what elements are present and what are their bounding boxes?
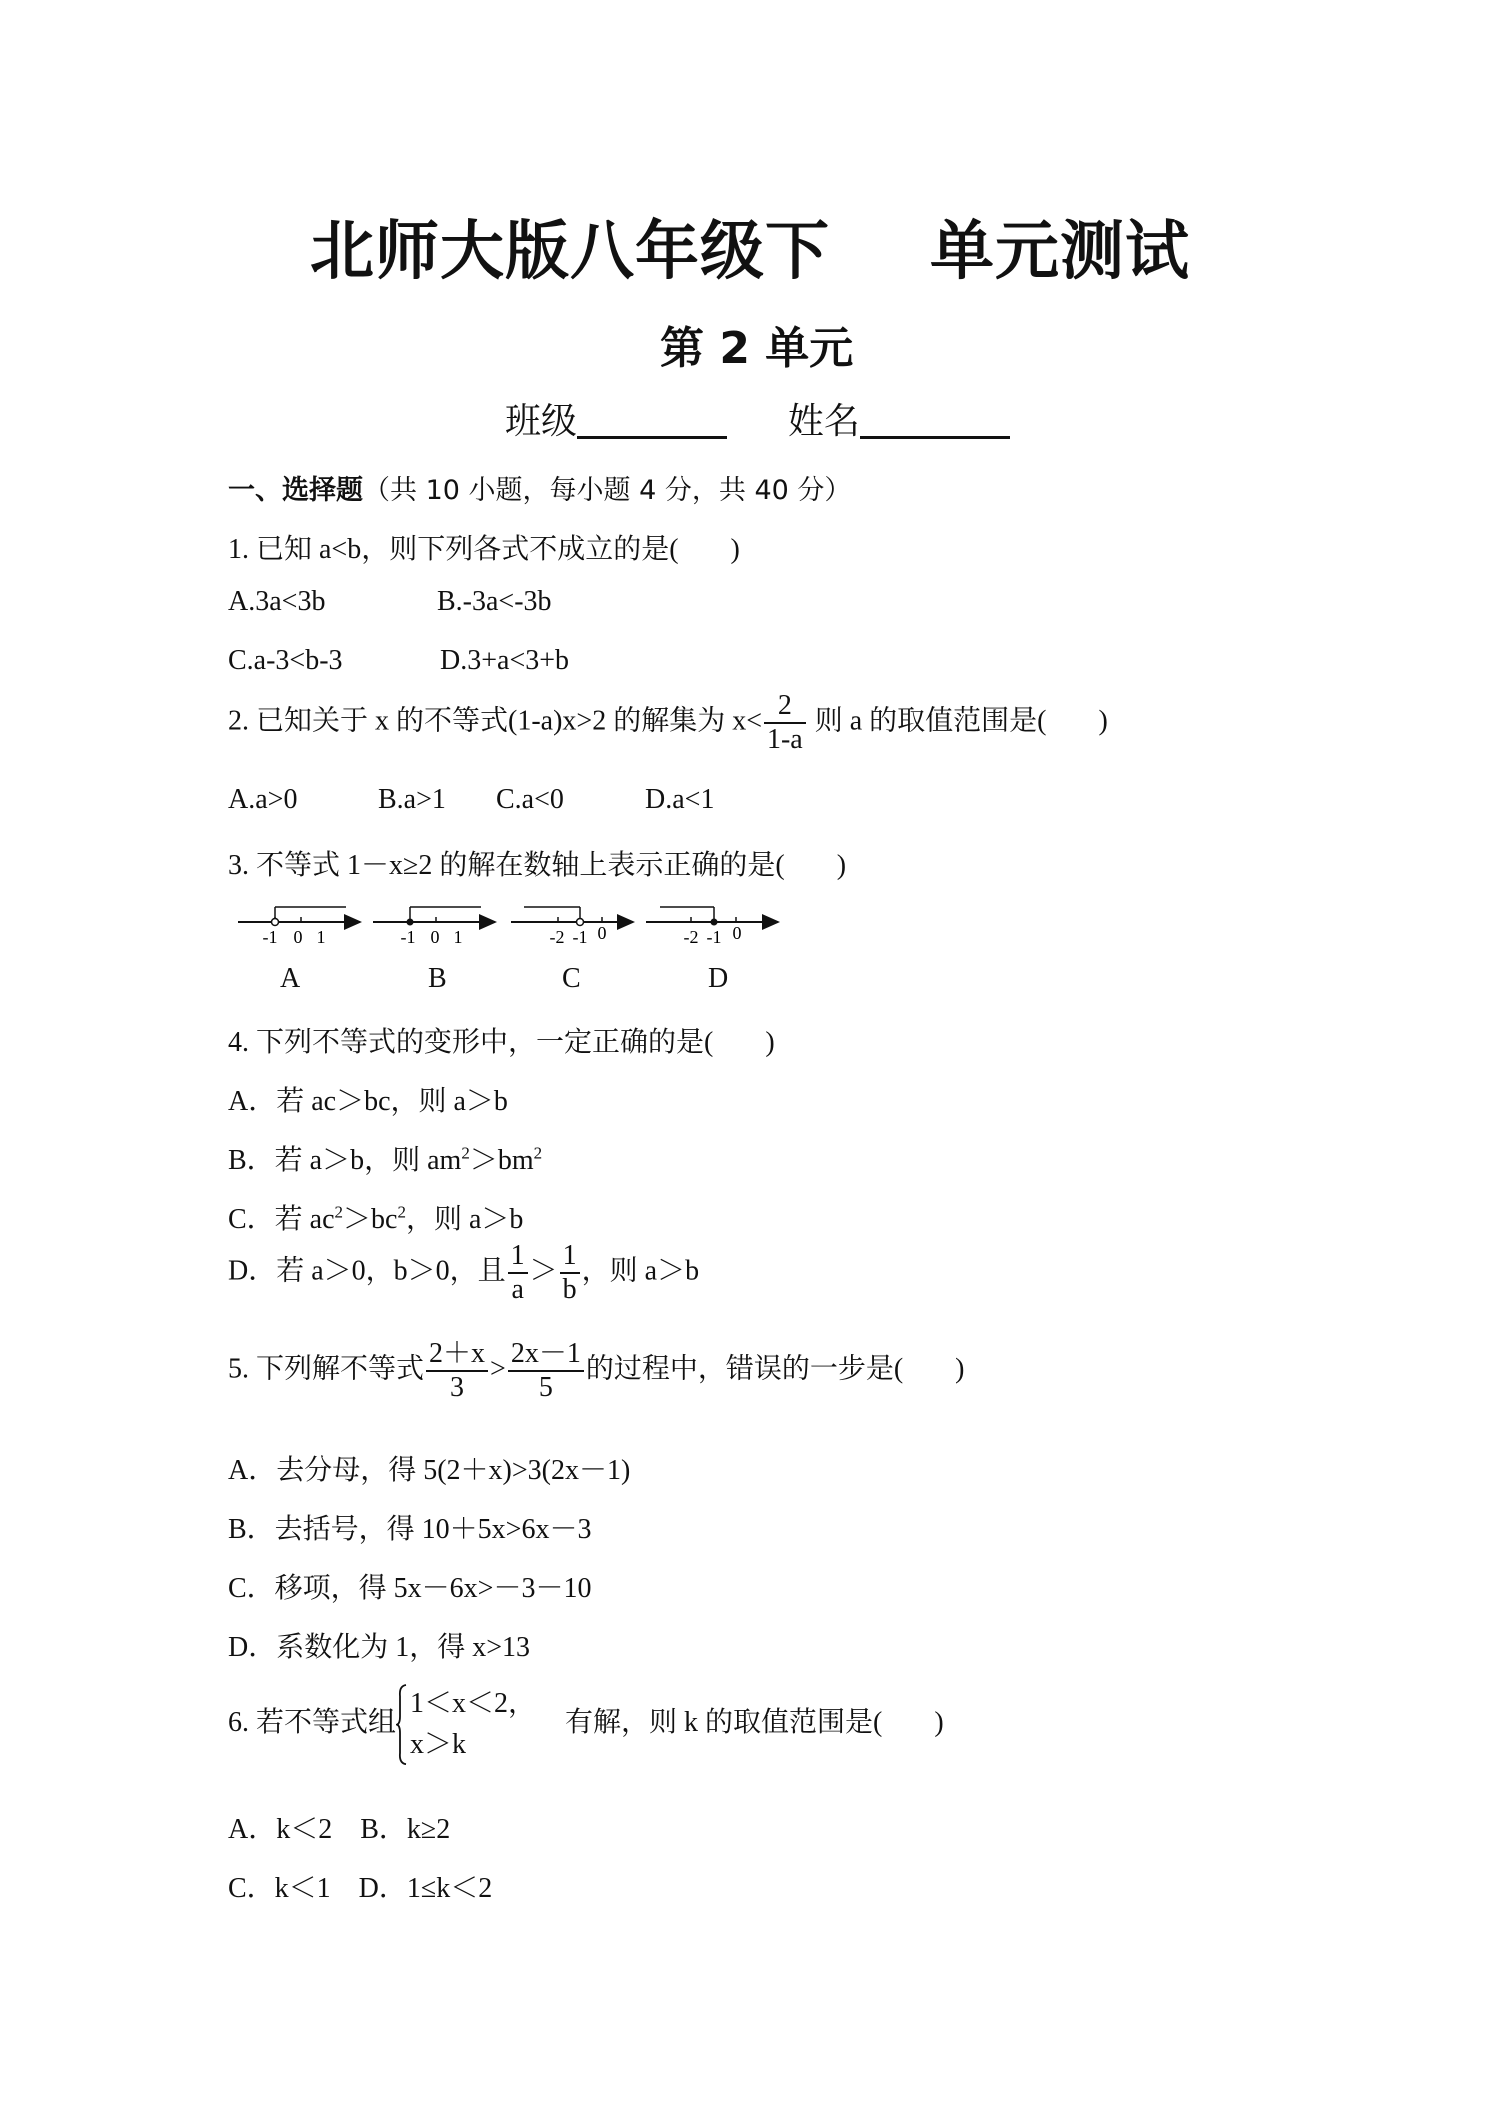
name-blank bbox=[860, 400, 1010, 439]
q2-stem: 2. 已知关于 x 的不等式(1-a)x>2 的解集为 x< bbox=[228, 705, 762, 737]
q5-fraction-1: $\frac{2+x}{3}$ bbox=[426, 1338, 488, 1404]
name-label: 姓名 bbox=[787, 401, 860, 442]
tick-label: 0 bbox=[293, 927, 303, 945]
question-6: 6. 若不等式组 1＜x＜2， x＞k 有解，则 k 的取值范围是( ) bbox=[228, 1684, 944, 1765]
q6-system: 1＜x＜2， x＞k bbox=[396, 1684, 536, 1765]
q5-fraction-2: $\frac{2x-1}{5}$ bbox=[508, 1338, 584, 1404]
title-main: 北师大版八年级下 bbox=[310, 215, 830, 289]
number-line-d bbox=[646, 907, 778, 945]
tick-label: 0 bbox=[430, 927, 440, 945]
q5-option-a: A．去分母，得 5(2＋x)>3(2x－1) bbox=[228, 1455, 631, 1486]
q3-label-b: B bbox=[428, 963, 447, 994]
class-blank bbox=[577, 400, 727, 439]
section-note: （共 10 小题，每小题 4 分，共 40 分） bbox=[363, 475, 852, 506]
q4-d-fraction-2: $\frac{1}{b}$ bbox=[560, 1240, 580, 1306]
q1-stem: 1. 已知 a<b，则下列各式不成立的是( bbox=[228, 534, 679, 565]
q6-options-cd: C．k＜1 D．1≤k＜2 bbox=[228, 1873, 493, 1904]
question-2: 2. 已知关于 x 的不等式(1-a)x>2 的解集为 x< $\frac{2}{1-a}$ 则 a 的取值范围是( ) bbox=[228, 690, 1108, 756]
q3-stem: 3. 不等式 1－x≥2 的解在数轴上表示正确的是( bbox=[228, 850, 785, 881]
q1-option-b: B.-3a<-3b bbox=[437, 586, 552, 617]
q2-option-b: B.a>1 bbox=[378, 784, 446, 815]
q4-stem: 4. 下列不等式的变形中，一定正确的是( bbox=[228, 1027, 714, 1058]
q2-option-a: A.a>0 bbox=[228, 784, 298, 815]
tick-label: -2 bbox=[683, 927, 699, 945]
q4-option-c: C．若 $ac^2>bc^2$，则 a＞b bbox=[228, 1202, 524, 1235]
title-test: 单元测试 bbox=[930, 215, 1190, 289]
page-title-right bbox=[930, 200, 1190, 292]
q2-fraction: $\frac{2}{1-a}$ bbox=[764, 690, 806, 756]
name-row bbox=[505, 393, 1010, 444]
q4-option-d: D．若 a＞0，b＞0，且 $\frac{1}{a}$ ＞ $\frac{1}{b}$ ，则 a＞b bbox=[228, 1240, 700, 1306]
q3-label-a: A bbox=[280, 963, 301, 994]
q6-options-ab: A．k＜2 B．k≥2 bbox=[228, 1814, 451, 1845]
q2-tail: 则 a 的取值范围是( bbox=[807, 705, 1047, 737]
tick-label: -1 bbox=[400, 927, 416, 945]
q1-option-a: A.3a<3b bbox=[228, 586, 326, 617]
q3-label-c: C bbox=[562, 963, 581, 994]
tick-label: 1 bbox=[453, 927, 463, 945]
q2-option-c: C.a<0 bbox=[496, 784, 564, 815]
question-3: 3. 不等式 1－x≥2 的解在数轴上表示正确的是( ) bbox=[228, 850, 847, 881]
number-line-b bbox=[373, 907, 495, 945]
tick-label: 1 bbox=[316, 927, 326, 945]
unit-heading: 第 2 单元 bbox=[660, 323, 854, 374]
question-1: 1. 已知 a<b，则下列各式不成立的是( ) bbox=[228, 534, 740, 565]
q1-option-d: D.3+a<3+b bbox=[440, 645, 570, 676]
tick-label: -1 bbox=[706, 927, 722, 945]
q5-option-b: B．去括号，得 10＋5x>6x－3 bbox=[228, 1514, 592, 1545]
q3-label-d: D bbox=[708, 963, 729, 994]
q5-option-c: C．移项，得 5x－6x>－3－10 bbox=[228, 1573, 592, 1604]
number-line-c bbox=[511, 907, 633, 945]
brace-icon bbox=[396, 1684, 408, 1765]
q1-option-c: C.a-3<b-3 bbox=[228, 645, 343, 676]
number-line-a bbox=[238, 907, 360, 945]
q5-option-d: D．系数化为 1，得 x>13 bbox=[228, 1632, 531, 1663]
page-title bbox=[310, 200, 830, 292]
section-heading bbox=[228, 468, 851, 507]
class-label: 班级 bbox=[505, 401, 578, 442]
question-5: 5. 下列解不等式 $\frac{2+x}{3}$ > $\frac{2x-1}{5}$ 的过程中，错误的一步是( ) bbox=[228, 1338, 965, 1404]
tick-label: -2 bbox=[549, 927, 565, 945]
tick-label: 0 bbox=[732, 923, 742, 943]
tick-label: 0 bbox=[597, 923, 607, 943]
q4-option-b: B．若 a＞b，则 $am^2>bm^2$ bbox=[228, 1143, 543, 1176]
q4-option-a: A．若 ac＞bc，则 a＞b bbox=[228, 1086, 508, 1117]
q3-number-lines bbox=[228, 895, 808, 945]
q4-d-fraction-1: $\frac{1}{a}$ bbox=[508, 1240, 528, 1306]
question-4: 4. 下列不等式的变形中，一定正确的是( ) bbox=[228, 1027, 775, 1058]
tick-label: -1 bbox=[262, 927, 278, 945]
section-label: 一、选择题 bbox=[228, 475, 363, 506]
tick-label: -1 bbox=[572, 927, 588, 945]
q2-option-d: D.a<1 bbox=[645, 784, 715, 815]
